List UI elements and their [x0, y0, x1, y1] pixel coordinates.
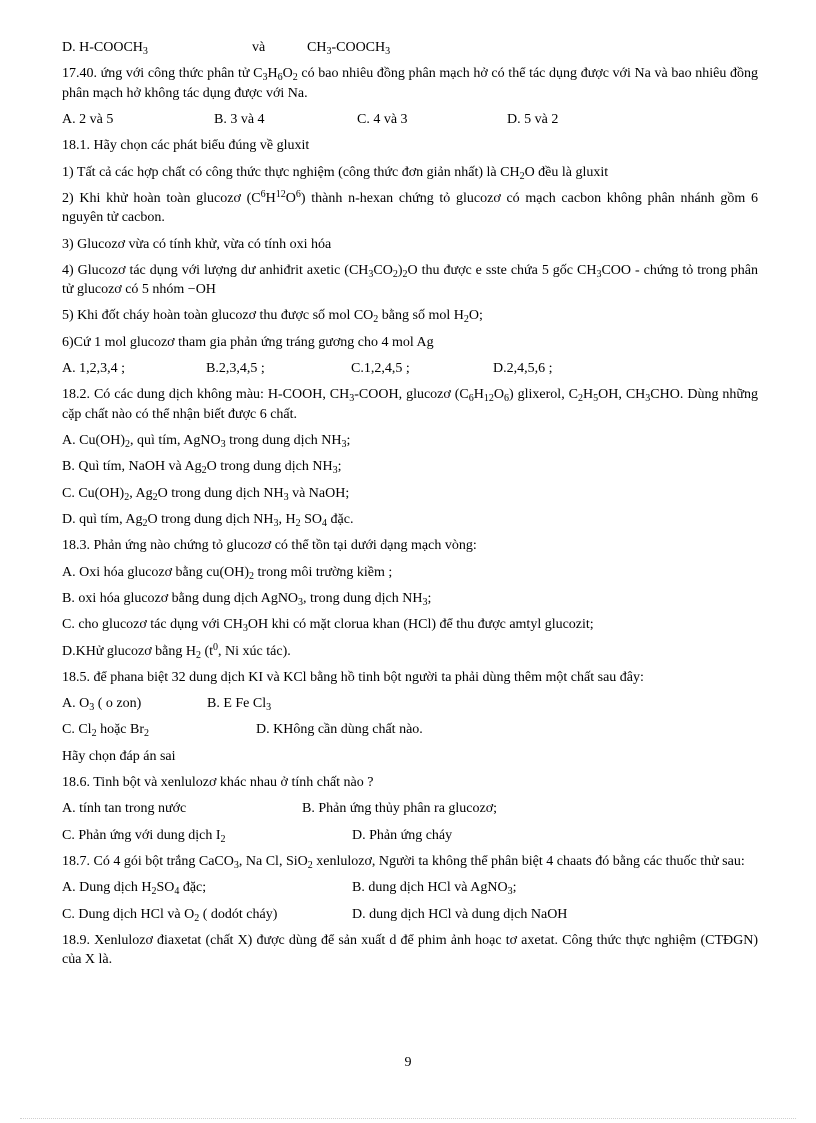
- text: CHO. Dùng những cặp chất nào có thể nhận biết được 6 chất.: [62, 387, 759, 422]
- text: C. Cu(OH): [62, 485, 125, 501]
- question-18-2: 18.2. Có các dung dịch không màu: H-COOH, $CH_3$-COOH, glucozơ $(C_6H_{12}O_6)$ glixerol, $C_2H_5OH$, $CH_3CHO$. Dùng những cặp chất nào có thể nhận biết được 6 chất.: [62, 387, 759, 422]
- text: D. H-COOCH: [62, 40, 143, 55]
- text: B. E Fe Cl: [207, 696, 267, 712]
- question-18-5-title: 18.5. để phana biệt 32 dung dịch KI và KCl bằng hồ tinh bột người ta phải dùng thêm một chất sau đây:: [62, 669, 644, 685]
- option-b[interactable]: B. 3 và 4: [214, 111, 265, 127]
- statement-4: 4) Glucozơ tác dụng với lượng dư anhiđrit axetic $(CH_3CO_2)_2O$ thu được e sste chứa 5 gốc $CH_3COO$ - chứng tỏ trong phân tử glucozơ có 5 nhóm −OH: [62, 262, 758, 298]
- option-d[interactable]: D. KHông cần dùng chất nào.: [256, 722, 423, 738]
- option-a[interactable]: A. Dung dịch $H_2SO_4$ đặc;: [62, 880, 207, 898]
- question-17-40: 17.40. ứng với công thức phân tử $C_3H_6O_2$ có bao nhiêu đồng phân mạch hở có thể tác dụng được với Na và bao nhiêu đồng phân mạch hở không tác dụng được với Na.: [62, 66, 759, 101]
- text: có bao nhiêu đồng phân mạch hở có thể tác dụng được với Na và bao nhiêu đồng phân mạch hở không tác dụng được với Na.: [62, 66, 759, 101]
- text: OH khi có mặt clorua khan (HCl) để thu được amtyl glucozit;: [247, 617, 594, 633]
- option-d[interactable]: D. quì tím, $Ag_2O$ trong dung dịch $NH_3$, $H_2$ $SO_4$ đặc.: [62, 511, 354, 529]
- text: bằng số mol H: [381, 308, 464, 324]
- text: , Ni xúc tác).: [218, 643, 291, 659]
- text: và NaOH;: [292, 485, 350, 501]
- text: SO: [156, 880, 175, 896]
- text: B. oxi hóa glucozơ bằng dung dịch AgNO: [62, 590, 299, 606]
- text: , Ag: [129, 485, 153, 501]
- text: (t: [204, 643, 214, 659]
- text: ) glixerol, C: [509, 387, 579, 403]
- formula: $CH_3-COOCH_3$: [307, 40, 391, 57]
- document-page: [62, 38, 758, 977]
- text: , Na Cl, SiO: [238, 854, 308, 869]
- question-18-9: 18.9. Xenlulozơ điaxetat (chất X) được dùng để sản xuất d để phim ảnh hoạc tơ axetat. Công thức thực nghiệm (CTĐGN) của X là.: [62, 932, 758, 968]
- options-18-5-ab: [62, 694, 758, 713]
- statement-3: 3) Glucozơ vừa có tính khử, vừa có tính oxi hóa: [62, 236, 332, 252]
- option-b[interactable]: B. dung dịch HCl và AgNO$_3$;: [352, 880, 517, 898]
- options-17-40: [62, 110, 758, 129]
- text: -COOH, glucozơ (C: [354, 387, 469, 403]
- statement-2: 2) Khi khử hoàn toàn glucozơ $(C^6H^{12}O^6)$ thành n-hexan chứng tỏ glucozơ có mạch cacbon không phân nhánh gồm 6 nguyên tử cacbon.: [62, 188, 758, 226]
- text: đặc.: [330, 511, 354, 527]
- text: O đều là gluxit: [524, 164, 609, 180]
- option-d: D. $H-COOCH_3$: [62, 40, 148, 57]
- option-b[interactable]: B.2,3,4,5 ;: [206, 361, 265, 377]
- text: 17.40. ứng với công thức phân tử C: [62, 66, 263, 82]
- text: C. Phản ứng với dung dịch I: [62, 827, 221, 843]
- option-a[interactable]: A. 1,2,3,4 ;: [62, 361, 125, 377]
- text: A. O: [62, 696, 90, 712]
- statement-6: 6)Cứ 1 mol glucozơ tham gia phản ứng tráng gương cho 4 mol Ag: [62, 334, 434, 350]
- options-18-7-ab: [62, 878, 758, 897]
- option-a[interactable]: A. Oxi hóa glucozơ bằng $cu(OH)_2$ trong môi trường kiềm ;: [62, 564, 393, 582]
- text: , trong dung dịch NH: [303, 590, 423, 606]
- page-number: 9: [404, 1055, 412, 1070]
- text: 18.2. Có các dung dịch không màu: H-COOH, CH: [62, 387, 350, 403]
- text: , H: [278, 511, 296, 527]
- text: CH: [307, 40, 327, 55]
- text: B. dung dịch HCl và AgNO: [352, 880, 508, 896]
- option-a[interactable]: A. $Cu(OH)_2$, quì tím, AgNO$_3$ trong dung dịch $NH_3$;: [62, 433, 351, 450]
- statement-5: 5) Khi đốt cháy hoàn toàn glucozơ thu được số mol $CO_2$ bằng số mol $H_2O$;: [62, 308, 483, 326]
- text: trong dung dịch NH: [229, 433, 342, 448]
- question-18-3-title: 18.3. Phản ứng nào chứng tỏ glucozơ có thể tồn tại dưới dạng mạch vòng:: [62, 538, 477, 554]
- text: A. Dung dịch H: [62, 880, 152, 896]
- option-b[interactable]: B. E Fe $Cl_3$: [207, 696, 272, 714]
- text: D. quì tím, Ag: [62, 511, 143, 527]
- conjunction: và: [252, 40, 266, 55]
- options-18-7-cd: [62, 905, 758, 924]
- text: trong môi trường kiềm ;: [257, 564, 393, 580]
- text: 1) Tất cả các hợp chất có công thức thực nghiệm (công thức đơn giản nhất) là CH: [62, 164, 520, 180]
- option-c[interactable]: C.1,2,4,5 ;: [351, 361, 410, 377]
- text: OH, CH: [598, 387, 646, 403]
- text: O trong dung dịch NH: [147, 511, 274, 527]
- option-d[interactable]: D.2,4,5,6 ;: [493, 361, 553, 377]
- text: B. Quì tím, NaOH và Ag: [62, 459, 202, 475]
- options-18-1: [62, 359, 758, 378]
- text: 4) Glucozơ tác dụng với lượng dư anhiđrit axetic (CH: [62, 262, 369, 278]
- option-c[interactable]: C. Dung dịch HCl và $O_2$ ( dodót cháy): [62, 906, 278, 924]
- options-18-6-cd: [62, 826, 758, 845]
- option-c[interactable]: C. $Cu(OH)_2$, $Ag_2O$ trong dung dịch $NH_3$ và NaOH;: [62, 485, 350, 503]
- option-d[interactable]: D. Phản ứng cháy: [352, 827, 453, 843]
- text: COO - chứng tỏ trong phân tử glucozơ có 5 nhóm −OH: [62, 262, 758, 298]
- text: ( o zon): [97, 696, 142, 712]
- instruction-note: Hãy chọn đáp án sai: [62, 748, 176, 764]
- text: xenlulozơ, Người ta không thể phân biệt 4 chaats đó bằng các thuốc thử sau:: [316, 854, 745, 869]
- option-b[interactable]: B. Quì tím, NaOH và $Ag_2O$ trong dung dịch $NH_3$;: [62, 459, 342, 477]
- text: O trong dung dịch NH: [157, 485, 284, 501]
- text: O trong dung dịch NH: [206, 459, 333, 475]
- option-d[interactable]: D. 5 và 2: [507, 111, 559, 127]
- question-18-6-title: 18.6. Tinh bột và xenlulozơ khác nhau ở tính chất nào ?: [62, 775, 374, 791]
- text: A. Cu(OH): [62, 433, 125, 448]
- question-18-1-title: 18.1. Hãy chọn các phát biểu đúng về gluxit: [62, 138, 310, 154]
- statement-1: 1) Tất cả các hợp chất có công thức thực nghiệm (công thức đơn giản nhất) là $CH_2O$ đều là gluxit: [62, 164, 609, 182]
- text: ) thành n-hexan chứng tỏ glucozơ có mạch cacbon không phân nhánh gồm 6 nguyên tử cacbon.: [62, 190, 758, 226]
- text: hoặc Br: [100, 722, 145, 738]
- option-b[interactable]: B. oxi hóa glucozơ bằng dung dịch AgNO$_3$, trong dung dịch $NH_3$;: [62, 590, 432, 608]
- text: -COOCH: [331, 40, 386, 55]
- option-a[interactable]: A. 2 và 5: [62, 111, 114, 127]
- text: C. cho glucozơ tác dụng với CH: [62, 617, 243, 633]
- option-c[interactable]: C. Phản ứng với dung dịch $I_2$: [62, 827, 226, 845]
- text: C. Dung dịch HCl và O: [62, 906, 195, 922]
- text: D.KHử glucozơ bằng H: [62, 643, 196, 659]
- text: , quì tím, AgNO: [130, 433, 221, 448]
- option-b[interactable]: B. Phản ứng thủy phân ra glucozơ;: [302, 801, 498, 817]
- option-c[interactable]: C. 4 và 3: [357, 111, 408, 127]
- option-d[interactable]: D.KHử glucozơ bằng $H_2$ ($t^0$, Ni xúc tác).: [62, 641, 291, 661]
- text: 5) Khi đốt cháy hoàn toàn glucozơ thu được số mol CO: [62, 308, 374, 324]
- option-a[interactable]: A. $O_3$ ( o zon): [62, 696, 142, 714]
- text: SO: [304, 511, 323, 527]
- text: 2) Khi khử hoàn toàn glucozơ (C: [62, 190, 261, 206]
- option-d[interactable]: D. dung dịch HCl và dung dịch NaOH: [352, 906, 568, 922]
- options-18-6-ab: [62, 799, 758, 818]
- text: A. Oxi hóa glucozơ bằng cu(OH): [62, 564, 250, 580]
- page-separator: [20, 1118, 796, 1119]
- option-c[interactable]: C. cho glucozơ tác dụng với $CH_3OH$ khi có mặt clorua khan (HCl) để thu được amtyl glucozit;: [62, 617, 594, 635]
- text: C. Cl: [62, 722, 92, 738]
- text: đặc;: [182, 880, 207, 896]
- text: ( dodót cháy): [202, 906, 278, 922]
- line-prev-option: [62, 38, 758, 57]
- text: O thu được e sste chứa 5 gốc CH: [407, 262, 597, 278]
- text: 18.7. Có 4 gói bột trắng CaCO: [62, 854, 234, 869]
- options-18-5-cd: [62, 720, 758, 739]
- question-18-7: 18.7. Có 4 gói bột trắng CaCO$_3$, Na Cl, SiO$_2$ xenlulozơ, Người ta không thể phân biệt 4 chaats đó bằng các thuốc thử sau:: [62, 854, 745, 871]
- option-a[interactable]: A. tính tan trong nước: [62, 801, 187, 817]
- option-c[interactable]: C. $Cl_2$ hoặc $Br_2$: [62, 722, 150, 740]
